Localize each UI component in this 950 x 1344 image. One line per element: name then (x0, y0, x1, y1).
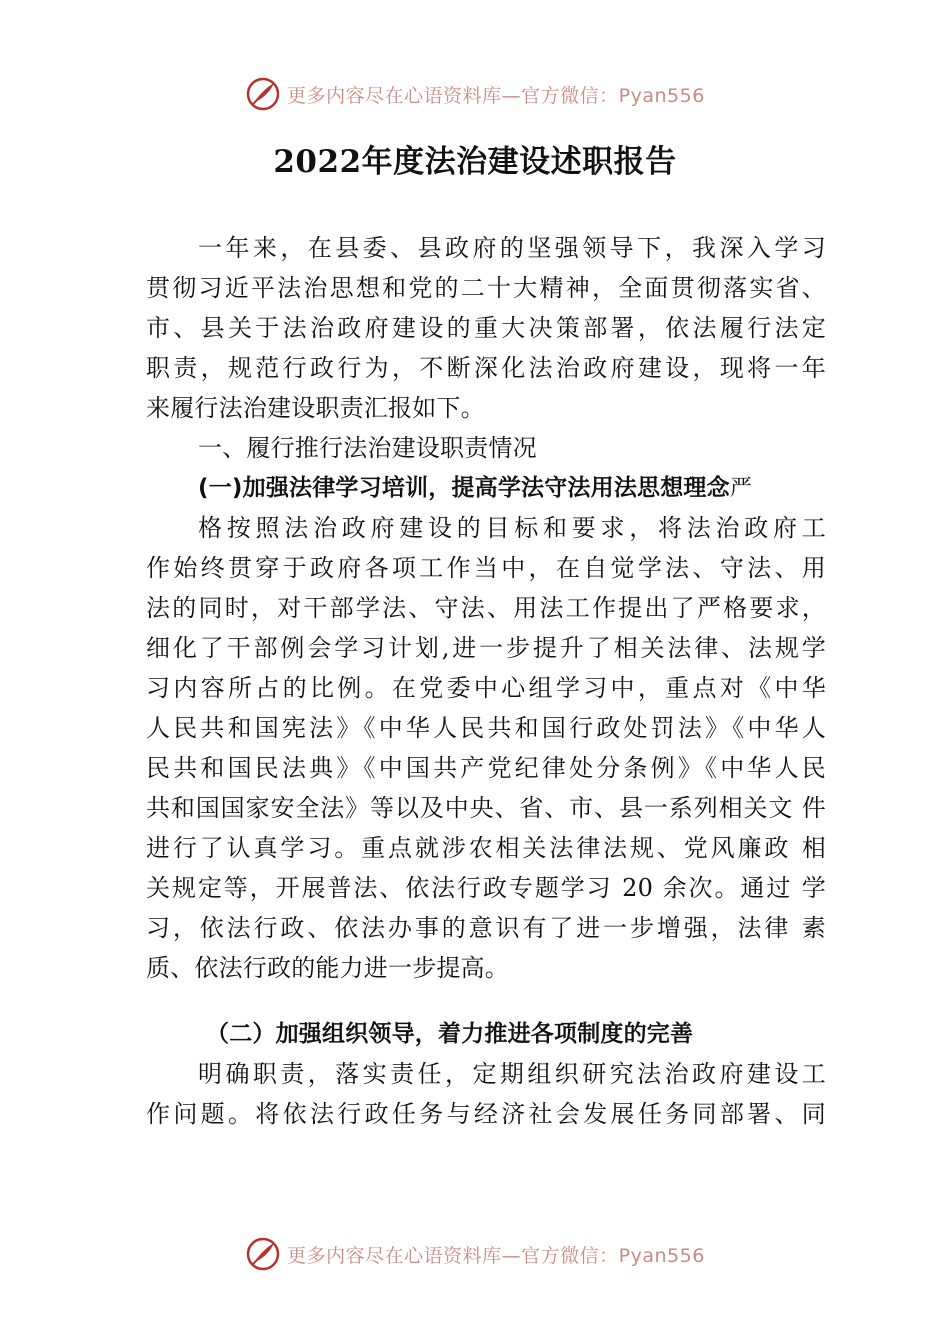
sub2-line: 明确职责，落实责任，定期组织研究法治政府建设工 (198, 1060, 826, 1088)
sub1-line: 法的同时，对干部学法、守法、用法工作提出了严格要求， (146, 594, 826, 622)
sub1-title-tail: 严 (729, 476, 753, 501)
intro-line: 来履行法治建设职责汇报如下。 (146, 394, 485, 422)
quill-circle-logo-icon (245, 1236, 281, 1272)
sub1-title (146, 468, 826, 508)
intro-line: 贯彻习近平法治思想和党的二十大精神，全面贯彻落实省、 (146, 274, 826, 302)
section1-title: 一、履行推行法治建设职责情况 (198, 434, 537, 462)
watermark-text: 更多内容尽在心语资料库—官方微信：Pyan556 (287, 1244, 705, 1267)
watermark-header (0, 72, 950, 116)
sub1-line: 习内容所占的比例。在党委中心组学习中，重点对《中华 (146, 674, 826, 702)
sub1-line: 习，依法行政、依法办事的意识有了进一步增强，法律 素 (146, 914, 826, 942)
quill-circle-logo-icon (245, 76, 281, 112)
sub1-title-text: (一)加强法律学习培训，提高学法守法用法思想理念 (198, 475, 730, 501)
watermark-text: 更多内容尽在心语资料库—官方微信：Pyan556 (287, 84, 705, 107)
intro-line: 市、县关于法治政府建设的重大决策部署，依法履行法定 (146, 314, 826, 342)
sub2-line: 作问题。将依法行政任务与经济社会发展任务同部署、同 (146, 1100, 826, 1128)
sub1-line: 进行了认真学习。重点就涉农相关法律法规、党风廉政 相 (146, 834, 826, 862)
sub1-line: 民共和国民法典》《中国共产党纪律处分条例》《中华人民 (146, 754, 826, 782)
sub1-line: 作始终贯穿于政府各项工作当中，在自觉学法、守法、用 (146, 554, 826, 582)
sub1-line: 人民共和国宪法》《中华人民共和国行政处罚法》《中华人 (146, 714, 826, 742)
document-title: 2022年度法治建设述职报告 (273, 144, 677, 180)
sub1-line: 细化了干部例会学习计划,进一步提升了相关法律、法规学 (146, 634, 826, 662)
sub1-line: 共和国国家安全法》等以及中央、省、市、县一系列相关文 件 (146, 794, 826, 822)
paragraph-gap (146, 988, 826, 1014)
sub1-line: 格按照法治政府建设的目标和要求，将法治政府工 (198, 514, 826, 542)
watermark-footer (0, 1232, 950, 1276)
sub2-title: （二）加强组织领导，着力推进各项制度的完善 (206, 1021, 694, 1047)
sub1-line: 关规定等，开展普法、依法行政专题学习 20 余次。通过 学 (146, 874, 826, 902)
sub1-line: 质、依法行政的能力进一步提高。 (146, 954, 509, 982)
intro-line: 职责，规范行政行为，不断深化法治政府建设，现将一年 (146, 354, 826, 382)
intro-line: 一年来，在县委、县政府的坚强领导下，我深入学习 (198, 234, 826, 262)
document-body (146, 228, 826, 1134)
